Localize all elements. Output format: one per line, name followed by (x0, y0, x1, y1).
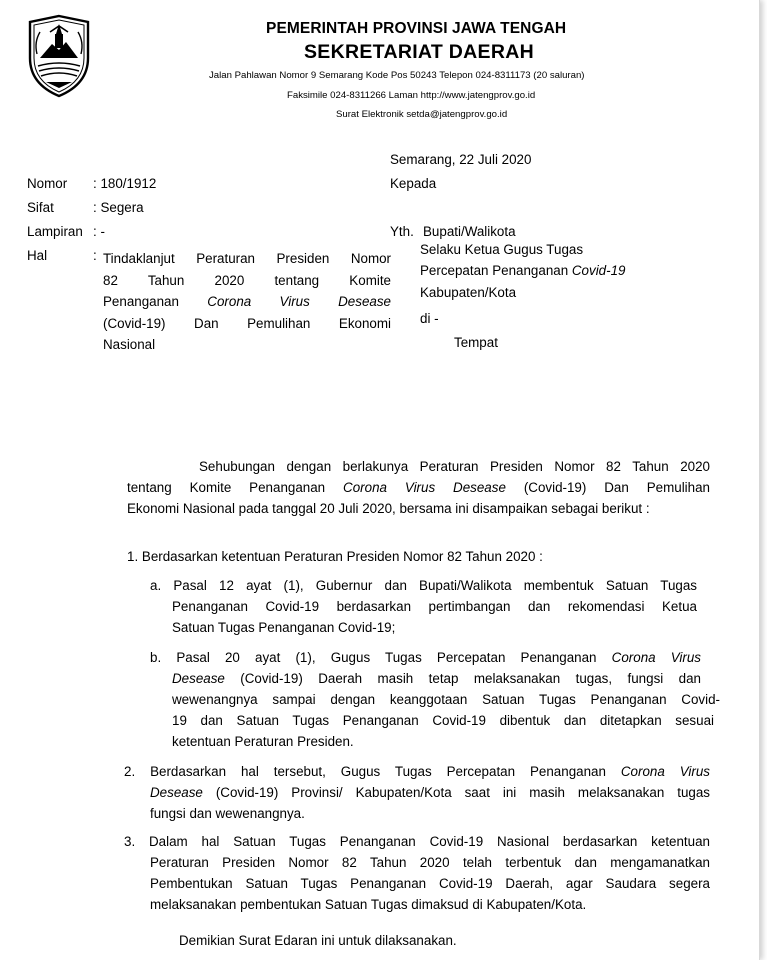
sifat-label: Sifat (27, 200, 54, 215)
hal-subject (103, 248, 391, 356)
item-1-heading: 1. Berdasarkan ketentuan Peraturan Presiden Nomor 82 Tahun 2020 : (127, 549, 543, 564)
letterhead-office: SEKRETARIAT DAERAH (304, 41, 535, 63)
recipient-di: di - (420, 311, 439, 326)
item-3: 3. Dalam hal Satuan Tugas Penanganan Covid-19 Nasional berdasarkan ketentuan Peraturan Presiden Nomor 82 Tahun 2020 telah terbentuk dan mengamanatkan Pembentukan Satuan Tugas Penanganan Covid-19 Daerah, agar Saudara segera melaksanakan pembentukan Satuan Tugas dimaksud di Kabupaten/Kota. (124, 834, 710, 912)
hal-label: Hal (27, 248, 48, 263)
recipient-line4: Kabupaten/Kota (420, 285, 517, 300)
sub-item-a: a. Pasal 12 ayat (1), Gubernur dan Bupati/Walikota membentuk Satuan Tugas Penanganan Covid-19 berdasarkan pertimbangan dan rekomendasi Ketua Satuan Tugas Penanganan Covid-19; (150, 578, 697, 635)
hal-line: Nasional (103, 337, 156, 353)
sifat-value: : Segera (93, 200, 144, 215)
intro-paragraph (127, 456, 710, 519)
intro-line: Sehubungan dengan berlakunya Peraturan Presiden Nomor 82 Tahun 2020 (199, 459, 710, 474)
coat-of-arms-logo (26, 14, 92, 98)
place-date: Semarang, 22 Juli 2020 (390, 152, 532, 167)
recipient-tempat: Tempat (454, 335, 498, 350)
hal-line: 82 Tahun 2020 tentang Komite (103, 272, 391, 288)
kepada-label: Kepada (390, 176, 437, 191)
letterhead-email: Surat Elektronik setda@jatengprov.go.id (336, 109, 508, 120)
recipient-line1: Bupati/Walikota (423, 224, 516, 239)
nomor-value: : 180/1912 (93, 176, 157, 191)
lampiran-value: : - (93, 224, 105, 239)
recipient-yth: Yth. (390, 224, 414, 239)
hal-line: Penanganan Corona Virus Desease (103, 294, 391, 310)
recipient-line2: Selaku Ketua Gugus Tugas (420, 242, 584, 257)
hal-line: Tindaklanjut Peraturan Presiden Nomor (103, 251, 391, 266)
letterhead-government: PEMERINTAH PROVINSI JAWA TENGAH (266, 20, 567, 37)
intro-line: tentang Komite Penanganan Corona Virus Desease (Covid-19) Dan Pemulihan (127, 480, 710, 495)
hal-colon: : (93, 248, 97, 263)
letterhead-address: Jalan Pahlawan Nomor 9 Semarang Kode Pos 50243 Telepon 024-8311173 (20 saluran) (209, 70, 585, 81)
lampiran-label: Lampiran (27, 224, 83, 239)
nomor-label: Nomor (27, 176, 68, 191)
sub-item-b: b. Pasal 20 ayat (1), Gugus Tugas Percepatan Penanganan Corona Virus Desease (Covid-19) Daerah masih tetap melaksanakan tugas, fungsi dan wewenangnya sampai dengan keanggotaan Satuan Tugas Penanganan Covid- 19 dan Satuan Tugas Penanganan Covid-19 dibentuk dan ditetapkan sesuai ketentuan Peraturan Presiden. (150, 650, 720, 749)
hal-line: (Covid-19) Dan Pemulihan Ekonomi (103, 315, 391, 331)
hal-corona-italic: Corona Virus Desease (207, 294, 391, 310)
closing-statement: Demikian Surat Edaran ini untuk dilaksanakan. (179, 933, 457, 948)
item-2: 2. Berdasarkan hal tersebut, Gugus Tugas Percepatan Penanganan Corona Virus Desease (Covid-19) Provinsi/ Kabupaten/Kota saat ini masih melaksanakan tugas fungsi dan wewenangnya. (124, 764, 711, 821)
recipient-line3: Percepatan Penanganan Covid-19 (420, 263, 626, 278)
intro-line: Ekonomi Nasional pada tanggal 20 Juli 2020, bersama ini disampaikan sebagai berikut : (127, 501, 650, 516)
letterhead-fax-website: Faksimile 024-8311266 Laman http://www.jatengprov.go.id (287, 90, 536, 101)
